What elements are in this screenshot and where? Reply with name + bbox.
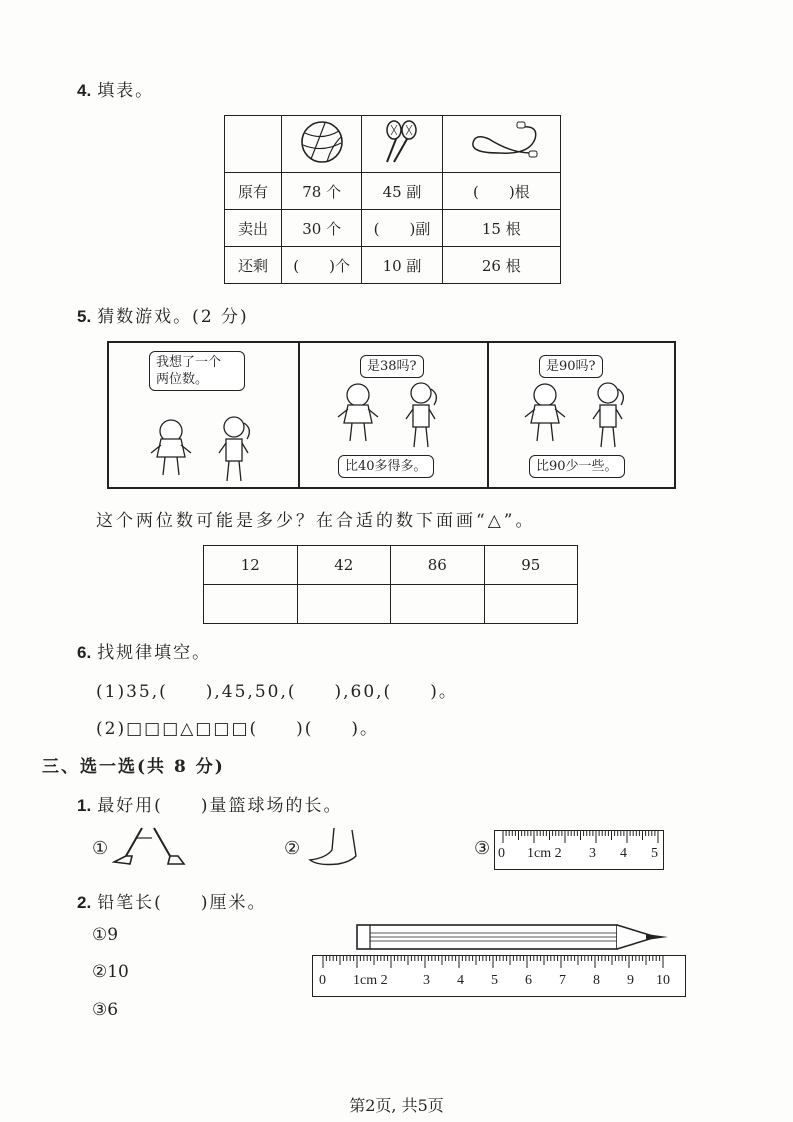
s2-number: 2.	[77, 893, 92, 912]
q6-line-2: (2)□□□△□□□( )( )。	[96, 719, 380, 739]
speech-bubble: 是90吗?	[539, 355, 603, 378]
tick-label: 5	[491, 973, 498, 988]
comic-panel-3	[487, 343, 674, 487]
option-3-marker[interactable]: ③	[474, 838, 491, 859]
corner-cell	[225, 116, 282, 173]
q5-number: 5.	[77, 307, 92, 326]
option-2[interactable]: ②10	[92, 962, 129, 982]
q5-heading	[77, 302, 249, 327]
tick-label: 10	[656, 973, 670, 988]
q5-title: 猜数游戏。(2 分)	[97, 307, 249, 327]
table-cell: 78 个	[282, 173, 362, 210]
q6-number: 6.	[77, 643, 92, 662]
s2-text: 铅笔长( )厘米。	[97, 893, 267, 913]
option-3[interactable]: ③6	[92, 1000, 119, 1020]
tick-label: 9	[627, 973, 634, 988]
answer-cell[interactable]	[297, 585, 391, 624]
two-girls-icon	[336, 377, 446, 453]
two-girls-icon	[149, 409, 259, 485]
q4-table	[224, 115, 561, 284]
table-cell-blank[interactable]: ( )个	[282, 247, 362, 284]
comic-strip	[107, 341, 676, 489]
table-cell: 10 副	[362, 247, 442, 284]
short-ruler	[494, 830, 664, 870]
tick-label: 0	[319, 973, 326, 988]
tick-label: 5	[651, 846, 658, 861]
hand-span-icon	[304, 826, 364, 868]
row-label: 原有	[225, 173, 282, 210]
q6-heading	[77, 638, 211, 663]
tick-label: 0	[498, 846, 505, 861]
tick-label: 4	[620, 846, 627, 861]
table-cell: 15 根	[442, 210, 560, 247]
tick-label: 3	[589, 846, 596, 861]
speech-bubble	[149, 351, 245, 391]
answer-cell[interactable]	[204, 585, 298, 624]
q6-line-1: (1)35,( ),45,50,( ),60,( )。	[96, 682, 458, 702]
row-label: 卖出	[225, 210, 282, 247]
s1-number: 1.	[77, 796, 92, 815]
speech-bubble: 是38吗?	[360, 355, 424, 378]
tick-label: 7	[559, 973, 566, 988]
answer-cell[interactable]	[484, 585, 578, 624]
guess-table	[203, 545, 578, 624]
tick-label: 1cm 2	[527, 846, 562, 861]
section-3-title: 三、选一选(共 8 分)	[42, 757, 225, 777]
option-number: 95	[484, 546, 578, 585]
q4-heading	[77, 76, 154, 101]
speech-bubble: 比90少一些。	[529, 455, 625, 478]
option-2-marker[interactable]: ②	[284, 838, 301, 859]
bubble-line: 我想了一个	[156, 355, 222, 370]
tick-label: 8	[593, 973, 600, 988]
long-ruler	[312, 955, 686, 997]
two-girls-icon	[523, 377, 633, 453]
option-number: 86	[391, 546, 485, 585]
option-1[interactable]: ①9	[92, 925, 119, 945]
option-number: 42	[297, 546, 391, 585]
volleyball-icon	[282, 116, 362, 173]
q5-question: 这个两位数可能是多少？在合适的数下面画“△”。	[96, 511, 536, 531]
badminton-rackets-icon	[362, 116, 442, 173]
s2-heading	[77, 888, 266, 913]
ruler-ticks	[313, 956, 685, 972]
s1-text: 最好用( )量篮球场的长。	[97, 796, 343, 816]
jump-rope-icon	[442, 116, 560, 173]
tick-label: 4	[457, 973, 464, 988]
s1-heading	[77, 791, 342, 816]
tick-label: 1cm 2	[353, 973, 388, 988]
table-cell: 26 根	[442, 247, 560, 284]
option-1-marker[interactable]: ①	[92, 838, 109, 859]
page-footer: 第2页, 共5页	[349, 1096, 444, 1115]
q6-title: 找规律填空。	[97, 643, 212, 663]
walking-legs-icon	[112, 826, 186, 868]
tick-label: 3	[423, 973, 430, 988]
answer-cell[interactable]	[391, 585, 485, 624]
bubble-line: 两位数。	[156, 372, 209, 387]
table-cell: 45 副	[362, 173, 442, 210]
ruler-ticks	[495, 831, 663, 847]
speech-bubble: 比40多得多。	[338, 455, 434, 478]
q4-number: 4.	[77, 81, 92, 100]
pencil-icon	[356, 924, 672, 950]
table-cell-blank[interactable]: ( )副	[362, 210, 442, 247]
row-label: 还剩	[225, 247, 282, 284]
table-cell: 30 个	[282, 210, 362, 247]
q4-title: 填表。	[97, 81, 155, 101]
comic-panel-2	[298, 343, 487, 487]
comic-panel-1	[109, 343, 298, 487]
tick-label: 6	[525, 973, 532, 988]
table-cell-blank[interactable]: ( )根	[442, 173, 560, 210]
option-number: 12	[204, 546, 298, 585]
